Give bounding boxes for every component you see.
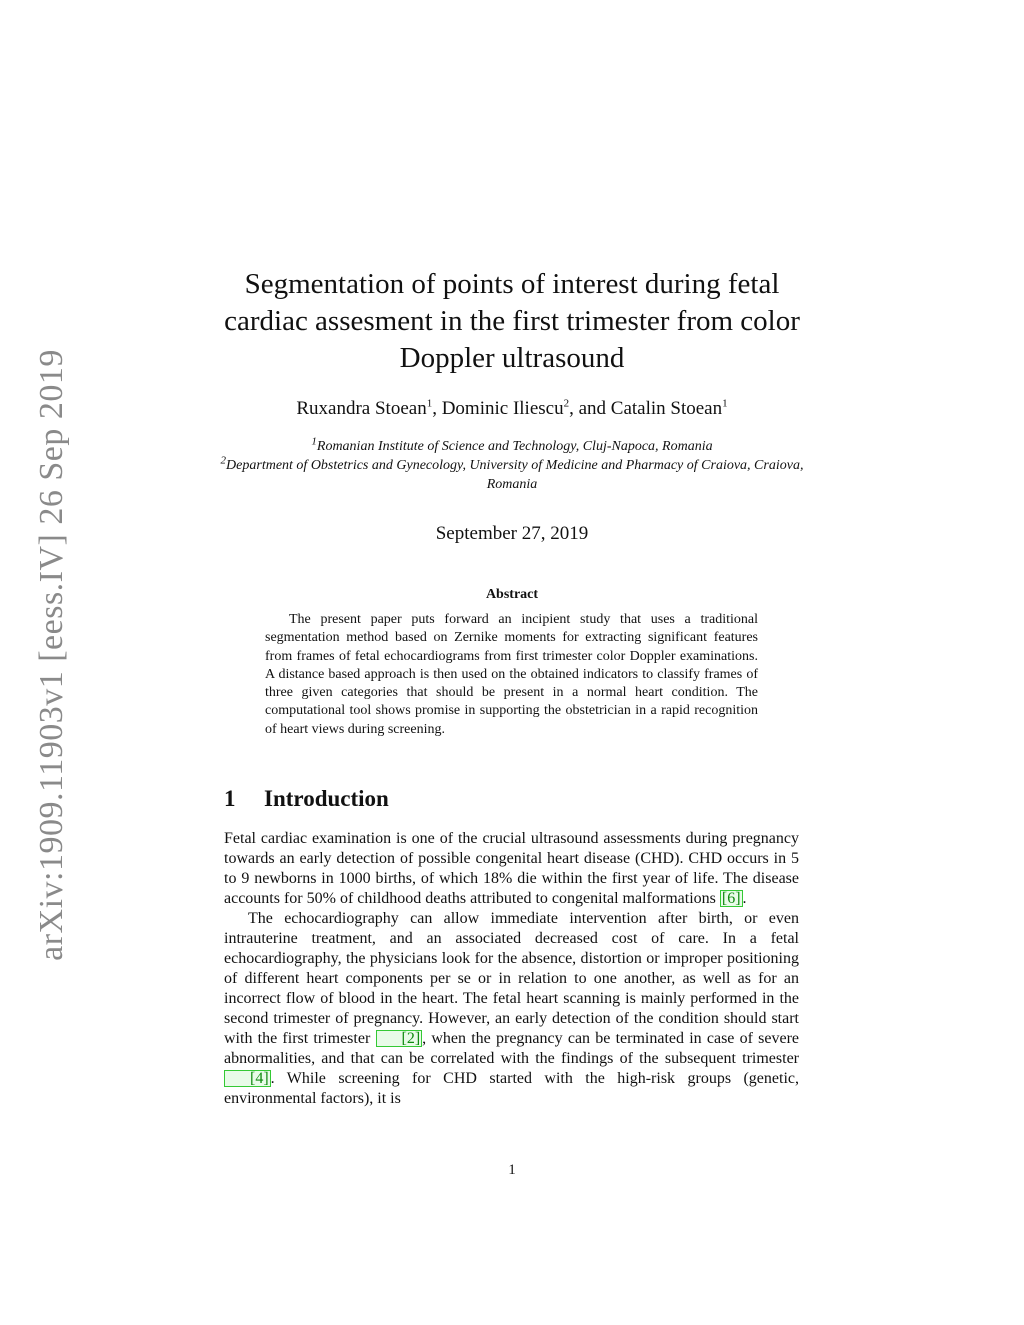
- page-number: 1: [508, 1162, 516, 1178]
- affiliation-text: Romanian Institute of Science and Technology, Cluj-Napoca, Romania: [316, 439, 713, 454]
- affiliation-mark: 2: [220, 454, 227, 467]
- affiliation: [212, 437, 812, 456]
- author-affiliation-mark: 1: [426, 397, 433, 410]
- introduction-body: [224, 829, 799, 1109]
- paragraph-text: , when the pregnancy can be terminated in case of severe abnormalities, and that can be correlated with the findings of the subsequent trimester: [224, 1030, 800, 1067]
- title-line: Segmentation of points of interest during fetal: [244, 268, 780, 300]
- author-name: Ruxandra Stoean: [296, 398, 427, 419]
- section-number: 1: [224, 786, 236, 811]
- author-list: [212, 398, 812, 420]
- paragraph-text: Fetal cardiac examination is one of the crucial ultrasound assessments during pregnancy towards an early detection of possible congenital heart disease (CHD). CHD occurs in 5 to 9 newborns in 1000 births, of which 18% die within the first year of life. The disease accounts for 50% of childhood deaths attributed to congenital malformations: [224, 830, 799, 907]
- section-title: Introduction: [264, 786, 389, 811]
- author-affiliation-mark: 1: [722, 397, 728, 410]
- paragraph-text: .: [742, 890, 747, 907]
- paragraph: [224, 909, 799, 1109]
- citation-link[interactable]: [4]: [224, 1070, 271, 1087]
- citation-link[interactable]: [6]: [721, 890, 741, 907]
- affiliation-text: Department of Obstetrics and Gynecology, University of Medicine and Pharmacy of Craiova, Craiova, Romania: [226, 458, 804, 492]
- section-heading: [224, 786, 389, 812]
- affiliation: [212, 456, 812, 494]
- title-line: Doppler ultrasound: [399, 342, 625, 374]
- abstract-heading: Abstract: [485, 587, 539, 602]
- author-separator: ,: [432, 398, 442, 419]
- citation-link[interactable]: [2]: [376, 1030, 423, 1047]
- paragraph-text: . While screening for CHD started with the high-risk groups (genetic, environmental factors), it is: [224, 1070, 799, 1107]
- abstract-text: The present paper puts forward an incipient study that uses a traditional segmentation method based on Zernike moments for extracting significant features from frames of fetal echocardiograms from first trimester color Doppler examinations. A distance based approach is then used on the obtained indicators to classify frames of three given categories that should be present in a normal heart condition. The computational tool shows promise in supporting the obstetrician in a rapid recognition of heart views during screening.: [265, 612, 758, 737]
- author-affiliation-mark: 2: [563, 397, 570, 410]
- author-separator: , and: [569, 398, 611, 419]
- paper-title: [212, 266, 812, 377]
- abstract-body: [265, 611, 758, 739]
- paragraph: [224, 829, 799, 909]
- author-name: Catalin Stoean: [610, 398, 723, 419]
- author-name: Dominic Iliescu: [441, 398, 564, 419]
- affiliations: [212, 437, 812, 494]
- title-line: cardiac assesment in the first trimester from color: [224, 305, 800, 337]
- arxiv-identifier-stamp: arXiv:1909.11903v1 [eess.IV] 26 Sep 2019: [33, 349, 70, 961]
- affiliation-mark: 1: [311, 435, 317, 448]
- paper-date: September 27, 2019: [435, 523, 589, 544]
- paragraph-text: The echocardiography can allow immediate intervention after birth, or even intrauterine treatment, and an associated decreased cost of care. In a fetal echocardiography, the physicians look for the absence, distortion or improper positioning of different heart components per se or in relation to one another, as well as for an incorrect flow of blood in the heart. The fetal heart scanning is mainly performed in the second trimester of pregnancy. However, an early detection of the condition should start with the first trimester: [224, 910, 799, 1047]
